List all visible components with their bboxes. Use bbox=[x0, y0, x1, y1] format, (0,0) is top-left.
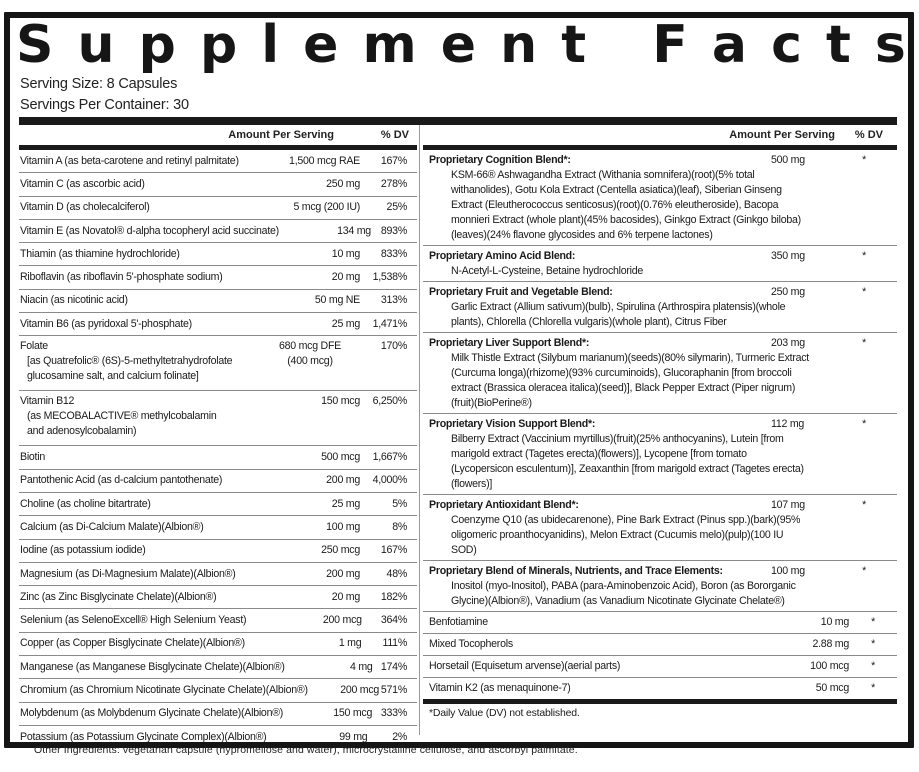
title-letter: e bbox=[303, 15, 339, 75]
right-column bbox=[423, 125, 897, 719]
nutrient-amount: 2.88 mg bbox=[812, 638, 849, 650]
nutrient-name: Copper (as Copper Bisglycinate Chelate)(Albion®) bbox=[20, 637, 245, 650]
blend-amount: 250 mg bbox=[771, 286, 805, 298]
nutrient-dv: 111% bbox=[382, 637, 407, 650]
nutrient-name bbox=[19, 394, 240, 439]
nutrient-amount: 150 mcg bbox=[321, 395, 360, 408]
nutrient-row bbox=[19, 243, 417, 266]
nutrient-amount: 134 mg bbox=[337, 224, 371, 237]
title-letter: c bbox=[771, 15, 802, 75]
nutrient-dv: 333% bbox=[380, 707, 407, 720]
title-letter: p bbox=[199, 15, 238, 75]
nutrient-name: Zinc (as Zinc Bisglycinate Chelate)(Albion®) bbox=[20, 590, 217, 603]
nutrient-amount bbox=[260, 339, 360, 369]
footnote: *Daily Value (DV) not established. bbox=[429, 707, 580, 719]
blend-dv: * bbox=[862, 250, 866, 262]
nutrient-amount: 10 mg bbox=[820, 616, 849, 628]
nutrient-amount: 100 mg bbox=[326, 520, 360, 533]
nutrient-row bbox=[19, 197, 417, 220]
title-letter: p bbox=[138, 15, 176, 75]
nutrient-row bbox=[19, 493, 417, 516]
blend-ingredients: Garlic Extract (Allium sativum)(bulb), Spirulina (Arthrospira platensis)(whole plants), Chlorella (Chlorella vulgaris)(whole plant), Citrus Fiber bbox=[451, 301, 786, 328]
blend-row-minerals bbox=[423, 561, 897, 612]
nutrient-amount: 50 mcg bbox=[815, 682, 849, 694]
nutrient-dv: 313% bbox=[380, 294, 407, 307]
nutrient-dv: 48% bbox=[386, 567, 407, 580]
nutrient-name: Selenium (as SelenoExcell® High Selenium Yeast) bbox=[20, 614, 247, 627]
nutrient-dv: * bbox=[871, 660, 875, 672]
blend-dv: * bbox=[862, 499, 866, 511]
nutrient-dv: 170% bbox=[380, 340, 407, 353]
blend-dv: * bbox=[862, 154, 866, 166]
nutrient-name: Vitamin C (as ascorbic acid) bbox=[20, 177, 145, 190]
nutrient-row bbox=[19, 679, 417, 702]
nutrient-dv: 5% bbox=[392, 497, 407, 510]
title-letter: a bbox=[711, 15, 747, 75]
blend-name: Proprietary Fruit and Vegetable Blend: bbox=[429, 286, 613, 298]
title-letter: t bbox=[825, 15, 851, 75]
blend-amount: 107 mg bbox=[771, 499, 805, 511]
blend-row-cognition bbox=[423, 150, 897, 246]
nutrient-row bbox=[423, 656, 897, 678]
folate-name: Folate bbox=[20, 340, 48, 353]
nutrient-amount: 100 mcg bbox=[810, 660, 849, 672]
page-title bbox=[16, 15, 906, 75]
column-header bbox=[19, 125, 417, 145]
nutrient-name: Riboflavin (as riboflavin 5'-phosphate sodium) bbox=[20, 271, 223, 284]
nutrient-dv: 278% bbox=[380, 177, 407, 190]
nutrient-row bbox=[19, 470, 417, 493]
nutrient-amount: 99 mg bbox=[339, 730, 368, 743]
nutrient-amount: 25 mg bbox=[331, 317, 360, 330]
serving-size: Serving Size: 8 Capsules bbox=[20, 76, 178, 92]
nutrient-dv: 1,471% bbox=[372, 317, 407, 330]
servings-per-container: Servings Per Container: 30 bbox=[20, 97, 189, 113]
folate-source: [as Quatrefolic® (6S)-5-methyltetrahydrofolate bbox=[27, 355, 233, 368]
blend-amount: 112 mg bbox=[771, 418, 805, 430]
title-letter: t bbox=[561, 15, 587, 75]
nutrient-row-folate bbox=[19, 336, 417, 391]
column-divider bbox=[419, 125, 420, 735]
nutrient-row bbox=[19, 313, 417, 336]
b12-source: and adenosylcobalamin) bbox=[27, 425, 137, 438]
nutrient-row bbox=[19, 290, 417, 313]
nutrient-amount: 200 mg bbox=[326, 474, 360, 487]
blend-ingredients: Milk Thistle Extract (Silybum marianum)(seeds)(80% silymarin), Turmeric Extract (Curcuma longa)(rhizome)(93% curcuminoids), Glucoraphanin [from broccoli extract (Brassica oleracea italica)(seed)], Black Pepper Extract (Piper nigrum)(fruit)(BioPerine®) bbox=[451, 352, 809, 409]
nutrient-row bbox=[19, 266, 417, 289]
nutrient-dv: 174% bbox=[380, 660, 407, 673]
other-ingredients: Other Ingredients: vegetarian capsule (hypromellose and water), microcrystalline cellulose, and ascorbyl palmitate. bbox=[34, 744, 578, 756]
blend-amount: 203 mg bbox=[771, 337, 805, 349]
b12-source: (as MECOBALACTIVE® methylcobalamin bbox=[27, 410, 217, 423]
nutrient-dv: 167% bbox=[380, 544, 407, 557]
nutrient-row bbox=[423, 678, 897, 699]
b12-name: Vitamin B12 bbox=[20, 395, 75, 408]
blend-name: Proprietary Blend of Minerals, Nutrients, and Trace Elements: bbox=[429, 565, 723, 577]
nutrient-amount: 150 mcg bbox=[333, 707, 373, 720]
nutrient-name: Molybdenum (as Molybdenum Glycinate Chelate)(Albion®) bbox=[20, 707, 284, 720]
nutrient-amount: 250 mg bbox=[326, 177, 360, 190]
nutrient-name bbox=[19, 339, 240, 384]
nutrient-name: Vitamin D (as cholecalciferol) bbox=[20, 201, 150, 214]
nutrient-name: Magnesium (as Di-Magnesium Malate)(Albion®) bbox=[20, 567, 236, 580]
nutrient-row bbox=[19, 633, 417, 656]
blend-ingredients: Inositol (myo-Inositol), PABA (para-Aminobenzoic Acid), Boron (as Bororganic Glycine)(Albion®), Vanadium (as Vanadium Nicotinate Glycinate Chelate®) bbox=[451, 580, 796, 607]
nutrient-row-b12 bbox=[19, 391, 417, 446]
folate-amount: 680 mcg DFE bbox=[278, 340, 341, 353]
nutrient-amount: 4 mg bbox=[350, 660, 373, 673]
nutrient-dv: 182% bbox=[380, 590, 407, 603]
dv-header: % DV bbox=[854, 129, 883, 141]
nutrient-row bbox=[19, 220, 417, 243]
nutrient-dv: 364% bbox=[380, 614, 407, 627]
nutrient-amount: 1 mg bbox=[338, 637, 362, 650]
nutrient-name: Calcium (as Di-Calcium Malate)(Albion®) bbox=[20, 520, 204, 533]
amount-header: Amount Per Serving bbox=[228, 129, 334, 141]
blend-amount: 500 mg bbox=[771, 154, 805, 166]
nutrient-row bbox=[19, 540, 417, 563]
nutrient-name: Vitamin B6 (as pyridoxal 5'-phosphate) bbox=[20, 317, 192, 330]
title-letter: m bbox=[362, 15, 417, 75]
nutrient-amount: 50 mg NE bbox=[314, 294, 360, 307]
nutrient-dv: 167% bbox=[380, 154, 407, 167]
nutrient-name: Mixed Tocopherols bbox=[429, 638, 513, 650]
blend-ingredients: Coenzyme Q10 (as ubidecarenone), Pine Bark Extract (Pinus spp.)(bark)(95% oligomeric proanthocyanidins), Melon Extract (Cucumis melo)(pulp)(100 IU SOD) bbox=[451, 514, 801, 556]
nutrient-amount: 5 mcg (200 IU) bbox=[293, 201, 360, 214]
nutrient-dv: 1,667% bbox=[372, 451, 407, 464]
nutrient-row bbox=[19, 446, 417, 469]
nutrient-dv: * bbox=[871, 616, 875, 628]
nutrient-amount: 20 mg bbox=[331, 590, 360, 603]
nutrient-amount: 500 mcg bbox=[321, 451, 360, 464]
title-letter: S bbox=[16, 15, 54, 75]
nutrient-row bbox=[19, 609, 417, 632]
blend-name: Proprietary Cognition Blend*: bbox=[429, 154, 571, 166]
divider-bar bbox=[19, 117, 897, 125]
blend-name: Proprietary Liver Support Blend*: bbox=[429, 337, 590, 349]
blend-ingredients: N-Acetyl-L-Cysteine, Betaine hydrochloride bbox=[451, 265, 644, 277]
blend-row-amino bbox=[423, 246, 897, 282]
nutrient-dv: 1,538% bbox=[372, 271, 407, 284]
nutrient-dv: 8% bbox=[392, 520, 407, 533]
title-letter: F bbox=[652, 15, 688, 75]
nutrient-name: Choline (as choline bitartrate) bbox=[20, 497, 151, 510]
nutrient-row bbox=[19, 586, 417, 609]
nutrient-dv: 6,250% bbox=[372, 395, 407, 408]
blend-dv: * bbox=[862, 418, 866, 430]
folate-source: glucosamine salt, and calcium folinate] bbox=[27, 370, 199, 383]
nutrient-name: Vitamin K2 (as menaquinone-7) bbox=[429, 682, 571, 694]
nutrient-dv: * bbox=[871, 682, 875, 694]
nutrient-amount: 10 mg bbox=[331, 247, 360, 260]
blend-amount: 350 mg bbox=[771, 250, 805, 262]
nutrient-name: Vitamin A (as beta-carotene and retinyl palmitate) bbox=[20, 154, 239, 167]
nutrient-row bbox=[19, 150, 417, 173]
nutrient-name: Vitamin E (as Novatol® d-alpha tocopheryl acid succinate) bbox=[20, 224, 279, 237]
blend-row-liver bbox=[423, 333, 897, 414]
nutrient-name: Thiamin (as thiamine hydrochloride) bbox=[20, 247, 180, 260]
nutrient-row bbox=[19, 516, 417, 539]
nutrient-name: Potassium (as Potassium Glycinate Complex)(Albion®) bbox=[20, 730, 267, 743]
title-letter: u bbox=[77, 15, 115, 75]
blend-name: Proprietary Vision Support Blend*: bbox=[429, 418, 596, 430]
blend-name: Proprietary Antioxidant Blend*: bbox=[429, 499, 579, 511]
nutrient-name: Niacin (as nicotinic acid) bbox=[20, 294, 128, 307]
nutrient-dv: 25% bbox=[386, 201, 407, 214]
blend-amount: 100 mg bbox=[771, 565, 805, 577]
nutrient-amount: 200 mcg bbox=[340, 683, 380, 696]
blend-name: Proprietary Amino Acid Blend: bbox=[429, 250, 576, 262]
nutrient-name: Horsetail (Equisetum arvense)(aerial parts) bbox=[429, 660, 621, 672]
nutrient-name: Manganese (as Manganese Bisglycinate Chelate)(Albion®) bbox=[20, 660, 285, 673]
nutrient-amount: 200 mcg bbox=[322, 614, 362, 627]
blend-row-vision bbox=[423, 414, 897, 495]
amount-header: Amount Per Serving bbox=[729, 129, 835, 141]
nutrient-row bbox=[423, 634, 897, 656]
folate-amount-mcg: (400 mcg) bbox=[287, 355, 333, 368]
nutrient-row bbox=[19, 656, 417, 679]
nutrient-row bbox=[423, 612, 897, 634]
nutrient-dv: 2% bbox=[392, 730, 407, 743]
nutrient-amount: 250 mcg bbox=[321, 544, 360, 557]
nutrient-name: Pantothenic Acid (as d-calcium pantothenate) bbox=[20, 474, 223, 487]
nutrient-row bbox=[19, 173, 417, 196]
nutrient-dv: * bbox=[871, 638, 875, 650]
nutrient-dv: 833% bbox=[380, 247, 407, 260]
nutrient-amount: 1,500 mcg RAE bbox=[289, 154, 360, 167]
blend-dv: * bbox=[862, 286, 866, 298]
left-column bbox=[19, 125, 417, 748]
nutrient-name: Chromium (as Chromium Nicotinate Glycinate Chelate)(Albion®) bbox=[20, 683, 308, 696]
blend-ingredients: Bilberry Extract (Vaccinium myrtillus)(fruit)(25% anthocyanins), Lutein [from marigold extract (Tagetes erecta)(flowers)], Lycopene [from tomato (Lycopersicon esculentum)], Zeaxanthin [from marigold extract (Tagetes erecta)(flowers)] bbox=[451, 433, 804, 490]
title-letter: e bbox=[440, 15, 477, 75]
nutrient-row bbox=[19, 703, 417, 726]
title-letter: s bbox=[874, 15, 906, 75]
nutrient-amount: 200 mg bbox=[326, 567, 360, 580]
blend-row-antioxidant bbox=[423, 495, 897, 561]
title-letter: n bbox=[500, 15, 538, 75]
nutrient-amount: 20 mg bbox=[331, 271, 360, 284]
nutrient-dv: 893% bbox=[380, 224, 407, 237]
blend-dv: * bbox=[862, 565, 866, 577]
nutrient-row bbox=[19, 563, 417, 586]
nutrient-dv: 4,000% bbox=[372, 474, 407, 487]
title-letter: l bbox=[261, 15, 280, 75]
blend-ingredients: KSM-66® Ashwagandha Extract (Withania somnifera)(root)(5% total withanolides), Gotu Kola Extract (Centella asiatica)(leaf), Siberian Ginseng Extract (Eleutherococcus senticosus)(root)(0.76% eleutheroside), Bacopa monnieri Extract (whole plant)(45% bacosides), Ginkgo Extract (Ginkgo biloba)(leaves)(24% flavone glycosides and 6% terpene lactones) bbox=[451, 169, 801, 241]
dv-header: % DV bbox=[380, 129, 409, 141]
nutrient-name: Benfotiamine bbox=[429, 616, 488, 628]
nutrient-name: Iodine (as potassium iodide) bbox=[20, 544, 146, 557]
nutrient-amount: 25 mg bbox=[331, 497, 360, 510]
nutrient-dv: 571% bbox=[380, 683, 407, 696]
blend-row-fruit-vegetable bbox=[423, 282, 897, 333]
nutrient-name: Biotin bbox=[20, 451, 45, 464]
blend-dv: * bbox=[862, 337, 866, 349]
column-header bbox=[423, 125, 897, 145]
